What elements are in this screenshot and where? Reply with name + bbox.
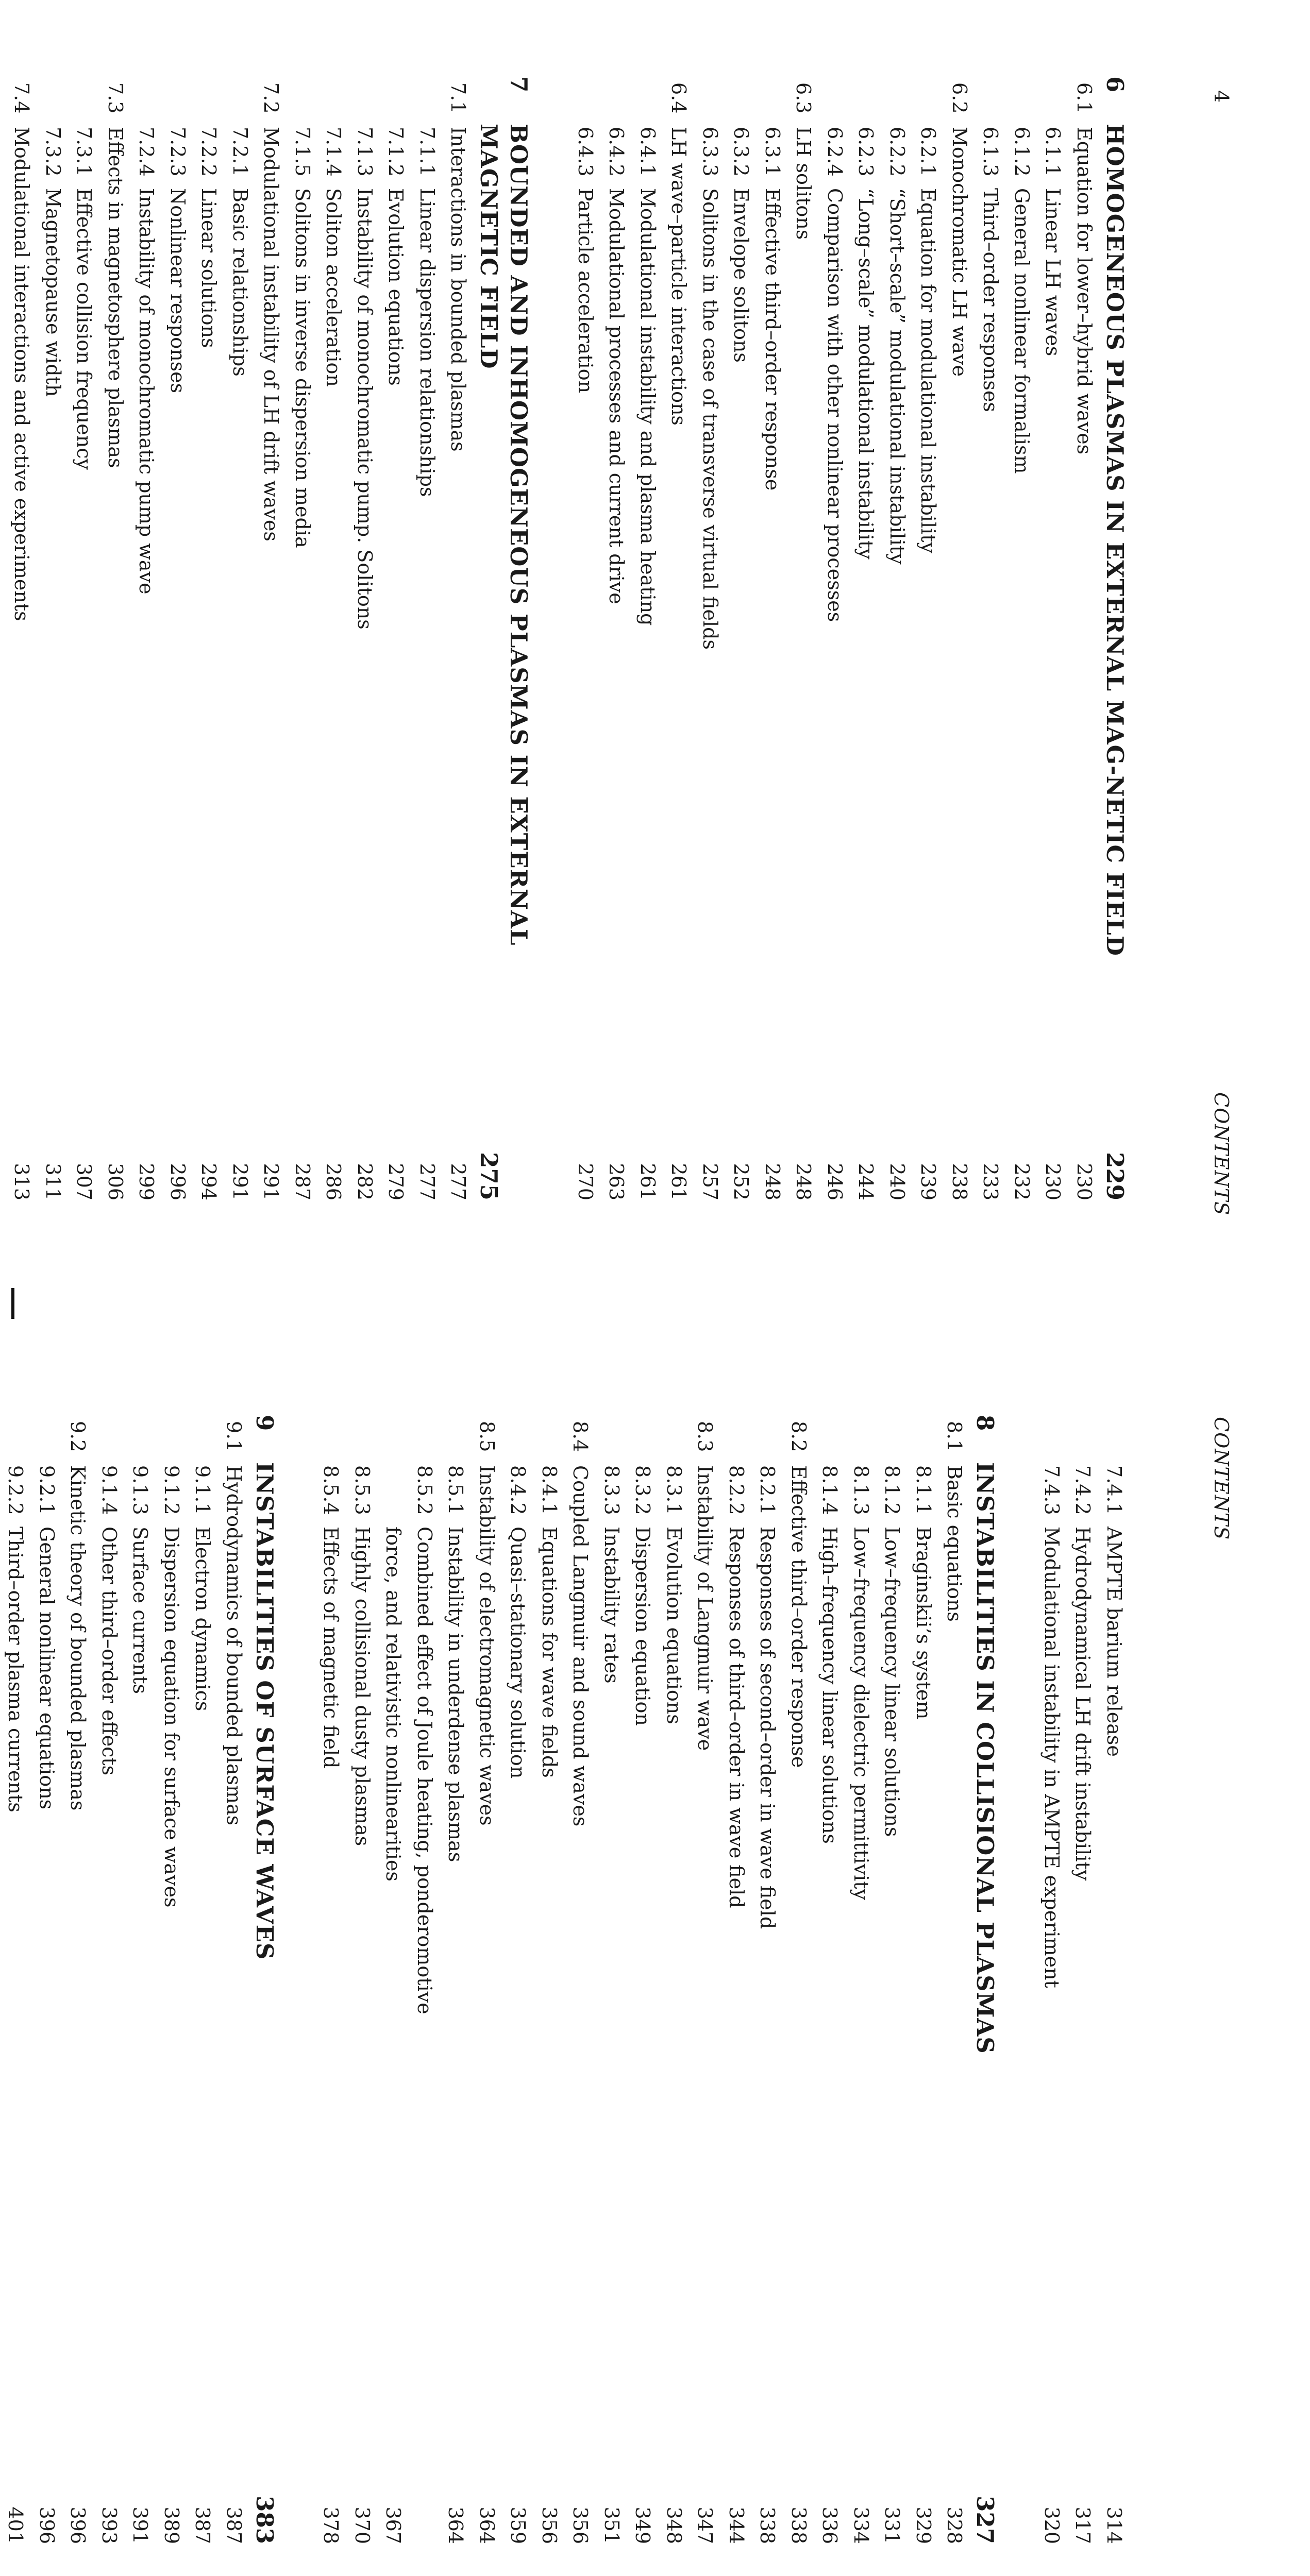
toc-entry[interactable] bbox=[850, 82, 882, 1200]
entry-page: 230 bbox=[1042, 1163, 1065, 1200]
entry-number: 6.1 bbox=[1073, 82, 1096, 114]
entry-page: 244 bbox=[854, 1163, 878, 1200]
toc-entry[interactable] bbox=[819, 82, 851, 1200]
entry-page: 393 bbox=[98, 2506, 121, 2544]
entry-number: 7.4.2 bbox=[1071, 1465, 1095, 1515]
entry-number: 7.2.1 bbox=[229, 127, 251, 177]
entry-page: 270 bbox=[574, 1163, 597, 1200]
entry-title: Effective third–order response bbox=[761, 188, 784, 491]
entry-title: Modulational interactions and active experiments bbox=[10, 127, 33, 621]
entry-title: Kinetic theory of bounded plasmas bbox=[66, 1465, 90, 1811]
entry-number: 8.1.3 bbox=[850, 1465, 872, 1515]
entry-number: 8.1.1 bbox=[912, 1465, 935, 1515]
right-toc-block bbox=[0, 1415, 1130, 2544]
entry-title: Soliton acceleration bbox=[322, 188, 345, 387]
entry-number: 6.2.4 bbox=[824, 127, 846, 177]
entry-title: Other third–order effects bbox=[98, 1527, 121, 1776]
entry-title: Magnetopause width bbox=[42, 188, 64, 397]
entry-page: 317 bbox=[1071, 2506, 1095, 2544]
entry-title: Modulational instability of LH drift waves bbox=[260, 127, 283, 541]
entry-number: 8.5.3 bbox=[351, 1465, 374, 1515]
entry-page: 389 bbox=[160, 2506, 183, 2544]
entry-number: 7.1.4 bbox=[322, 127, 345, 177]
entry-page: 287 bbox=[291, 1163, 314, 1200]
entry-page: 246 bbox=[824, 1163, 846, 1200]
entry-title: Instability in underdense plasmas bbox=[444, 1527, 467, 1862]
chapter-page: 383 bbox=[251, 2496, 278, 2544]
entry-page: 261 bbox=[667, 1163, 691, 1200]
entry-number: 9.1.3 bbox=[129, 1465, 152, 1515]
entry-title: Equation for modulational instability bbox=[917, 188, 940, 553]
entry-title: Instability of monochromatic pump wave bbox=[135, 188, 158, 595]
toc-entry[interactable] bbox=[757, 82, 788, 1200]
toc-entry[interactable] bbox=[0, 1421, 31, 2544]
entry-number: 7.4 bbox=[10, 82, 33, 114]
entry-number: 8.3.1 bbox=[663, 1465, 685, 1515]
entry-number: 6.3 bbox=[792, 82, 815, 114]
entry-page: 277 bbox=[447, 1163, 470, 1200]
toc-entry[interactable] bbox=[187, 1421, 219, 2544]
entry-page: 370 bbox=[351, 2506, 374, 2544]
chapter-title: HOMOGENEOUS PLASMAS IN EXTERNAL MAG-NETIC FIELD bbox=[1101, 124, 1129, 956]
chapter-page: 229 bbox=[1101, 1152, 1129, 1200]
entry-title: Instability rates bbox=[600, 1527, 623, 1684]
entry-number: 8.2 bbox=[787, 1421, 810, 1452]
entry-number: 8.4.2 bbox=[507, 1465, 530, 1515]
entry-number: 6.2.2 bbox=[886, 127, 909, 177]
entry-number: 7.4.1 bbox=[1103, 1465, 1126, 1515]
toc-entry[interactable] bbox=[100, 82, 131, 1200]
entry-number: 6.2.1 bbox=[917, 127, 940, 177]
entry-page: 238 bbox=[948, 1163, 971, 1200]
toc-entry[interactable] bbox=[1067, 1421, 1099, 2544]
entry-number: 7.1.5 bbox=[291, 127, 314, 177]
toc-entry[interactable] bbox=[287, 82, 318, 1200]
entry-number: 8.5.2 bbox=[413, 1465, 436, 1515]
left-toc-block bbox=[6, 76, 1130, 1200]
toc-entry[interactable] bbox=[502, 1421, 534, 2544]
entry-title: Modulational processes and current drive bbox=[605, 188, 628, 604]
entry-number: 8.5.4 bbox=[320, 1465, 343, 1515]
toc-entry[interactable] bbox=[318, 82, 349, 1200]
entry-title: Basic equations bbox=[943, 1465, 966, 1622]
right-running-head: CONTENTS bbox=[1210, 1417, 1233, 1540]
right-page bbox=[0, 1312, 1310, 2576]
toc-entry[interactable] bbox=[721, 1421, 752, 2544]
toc-entry[interactable] bbox=[601, 82, 632, 1200]
entry-page: 364 bbox=[444, 2506, 467, 2544]
toc-entry[interactable] bbox=[193, 82, 225, 1200]
entry-number: 9.1.1 bbox=[191, 1465, 214, 1515]
entry-page: 387 bbox=[223, 2506, 245, 2544]
toc-entry[interactable] bbox=[570, 82, 601, 1200]
entry-number: 8.3 bbox=[694, 1421, 717, 1452]
entry-number: 9.2 bbox=[66, 1421, 90, 1452]
entry-page: 348 bbox=[663, 2506, 685, 2544]
entry-title: Effective third–order response bbox=[787, 1465, 810, 1768]
entry-number: 8.1 bbox=[943, 1421, 966, 1452]
toc-entry[interactable] bbox=[663, 82, 695, 1200]
entry-page: 328 bbox=[943, 2506, 966, 2544]
toc-entry[interactable] bbox=[1036, 1421, 1068, 2544]
entry-number: 6.1.3 bbox=[979, 127, 1002, 177]
entry-number: 9.1 bbox=[223, 1421, 245, 1452]
entry-title: Effective collision frequency bbox=[73, 188, 96, 470]
entry-title: Interactions in bounded plasmas bbox=[447, 127, 470, 452]
entry-number: 6.3.2 bbox=[730, 127, 753, 177]
entry-number: 7.1.3 bbox=[354, 127, 376, 177]
entry-title: Quasi–stationary solution bbox=[507, 1527, 530, 1779]
entry-title: Modulational instability and plasma heating bbox=[636, 188, 659, 626]
entry-page: 356 bbox=[569, 2506, 592, 2544]
chapter-gap bbox=[279, 1421, 315, 2544]
entry-number: 6.4.3 bbox=[574, 127, 597, 177]
toc-entry[interactable] bbox=[627, 1421, 659, 2544]
entry-number: 6.4.2 bbox=[605, 127, 628, 177]
entry-page: 307 bbox=[73, 1163, 96, 1200]
entry-number: 8.1.2 bbox=[881, 1465, 904, 1515]
entry-page: 364 bbox=[476, 2506, 498, 2544]
entry-page: 306 bbox=[104, 1163, 127, 1200]
entry-title: Instability of electromagnetic waves bbox=[476, 1465, 498, 1826]
entry-title: Basic relationships bbox=[229, 188, 251, 377]
entry-page: 367 bbox=[382, 2506, 405, 2544]
entry-page: 296 bbox=[166, 1163, 189, 1200]
toc-entry[interactable] bbox=[788, 82, 819, 1200]
entry-number: 6.1.1 bbox=[1042, 127, 1065, 177]
entry-number: 6.3.3 bbox=[699, 127, 721, 177]
entry-title: Low–frequency linear solutions bbox=[881, 1527, 904, 1837]
toc-entry[interactable] bbox=[846, 1421, 877, 2544]
entry-page: 291 bbox=[229, 1163, 251, 1200]
chapter-title: BOUNDED AND INHOMOGENEOUS PLASMAS IN EXTERNAL MAGNETIC FIELD bbox=[475, 124, 533, 946]
toc-entry[interactable] bbox=[1069, 82, 1100, 1200]
toc-entry[interactable] bbox=[6, 82, 38, 1200]
entry-number: 6.4.1 bbox=[636, 127, 659, 177]
entry-title: LH wave–particle interactions bbox=[667, 127, 691, 426]
entry-page: 230 bbox=[1073, 1163, 1096, 1200]
entry-title: Particle acceleration bbox=[574, 188, 597, 394]
entry-title: Hydrodynamics of bounded plasmas bbox=[223, 1465, 245, 1826]
chapter-heading bbox=[970, 1415, 1000, 2544]
toc-entry[interactable] bbox=[1099, 1421, 1130, 2544]
entry-title: Linear solutions bbox=[197, 188, 221, 348]
toc-entry[interactable] bbox=[752, 1421, 783, 2544]
toc-entry[interactable] bbox=[975, 82, 1006, 1200]
entry-page: 248 bbox=[761, 1163, 784, 1200]
toc-entry[interactable] bbox=[225, 82, 256, 1200]
toc-entry[interactable] bbox=[156, 1421, 188, 2544]
entry-page: 349 bbox=[631, 2506, 654, 2544]
entry-page: 291 bbox=[260, 1163, 283, 1200]
entry-page: 320 bbox=[1040, 2506, 1063, 2544]
entry-title: Comparison with other nonlinear processes bbox=[824, 188, 846, 622]
toc-entry[interactable] bbox=[349, 82, 381, 1200]
entry-page: 299 bbox=[135, 1163, 158, 1200]
toc-entry[interactable] bbox=[38, 82, 69, 1200]
entry-page: 311 bbox=[42, 1163, 64, 1200]
entry-number: 8.2.1 bbox=[756, 1465, 779, 1515]
left-page-number: 4 bbox=[1210, 90, 1233, 103]
entry-page: 282 bbox=[354, 1163, 376, 1200]
entry-page: 351 bbox=[600, 2506, 623, 2544]
entry-page: 294 bbox=[197, 1163, 221, 1200]
entry-page: 356 bbox=[538, 2506, 561, 2544]
entry-page: 344 bbox=[725, 2506, 748, 2544]
toc-entry[interactable] bbox=[380, 82, 412, 1200]
toc-entry[interactable] bbox=[814, 1421, 846, 2544]
entry-title: Envelope solitons bbox=[730, 188, 753, 363]
chapter-page: 275 bbox=[475, 1152, 503, 1200]
chapter-heading bbox=[1100, 76, 1130, 1200]
toc-entry[interactable] bbox=[690, 1421, 721, 2544]
entry-title: Instability of Langmuir wave bbox=[694, 1465, 717, 1751]
entry-title: High–frequency linear solutions bbox=[818, 1527, 842, 1844]
entry-page: 359 bbox=[507, 2506, 530, 2544]
entry-number: 8.3.3 bbox=[600, 1465, 623, 1515]
chapter-heading bbox=[474, 76, 534, 1200]
entry-number: 7.1.1 bbox=[416, 127, 439, 177]
toc-entry[interactable] bbox=[1037, 82, 1069, 1200]
toc-entry[interactable] bbox=[69, 82, 100, 1200]
entry-number: 9.2.2 bbox=[4, 1465, 27, 1515]
entry-page: 329 bbox=[912, 2506, 935, 2544]
entry-title: Effects in magnetosphere plasmas bbox=[104, 127, 127, 468]
entry-page: 338 bbox=[756, 2506, 779, 2544]
entry-number: 6.3.1 bbox=[761, 127, 784, 177]
entry-number: 6.4 bbox=[667, 82, 691, 114]
toc-entry[interactable] bbox=[443, 82, 474, 1200]
entry-title: Highly collisional dusty plasmas bbox=[351, 1527, 374, 1846]
chapter-page: 327 bbox=[971, 2496, 999, 2544]
entry-number: 7.2.2 bbox=[197, 127, 221, 177]
toc-entry[interactable] bbox=[783, 1421, 815, 2544]
toc-entry[interactable] bbox=[659, 1421, 690, 2544]
entry-page: 248 bbox=[792, 1163, 815, 1200]
left-running-head: CONTENTS bbox=[1210, 1092, 1233, 1216]
entry-title: General nonlinear equations bbox=[36, 1527, 58, 1810]
toc-entry[interactable] bbox=[256, 82, 287, 1200]
entry-page: 314 bbox=[1103, 2506, 1126, 2544]
entry-page: 232 bbox=[1011, 1163, 1033, 1200]
toc-entry[interactable] bbox=[882, 82, 913, 1200]
entry-page: 263 bbox=[605, 1163, 628, 1200]
entry-title: Braginskii’s system bbox=[912, 1527, 935, 1720]
entry-title: Evolution equations bbox=[384, 188, 408, 386]
entry-page: 286 bbox=[322, 1163, 345, 1200]
entry-page: 391 bbox=[129, 2506, 152, 2544]
entry-page: 279 bbox=[384, 1163, 408, 1200]
entry-title: Monochromatic LH wave bbox=[948, 127, 971, 377]
entry-title: Equations for wave fields bbox=[538, 1527, 561, 1778]
toc-entry[interactable] bbox=[347, 1421, 378, 2544]
entry-title: Combined effect of Joule heating, ponderomotive bbox=[413, 1527, 436, 2014]
chapter-gap bbox=[534, 82, 570, 1200]
toc-entry[interactable] bbox=[440, 1421, 472, 2544]
entry-number: 8.1.4 bbox=[818, 1465, 842, 1515]
entry-title: Solitons in the case of transverse virtual fields bbox=[699, 188, 721, 650]
entry-title: Surface currents bbox=[129, 1527, 152, 1694]
entry-title: Coupled Langmuir and sound waves bbox=[569, 1465, 592, 1827]
entry-page: 396 bbox=[36, 2506, 58, 2544]
toc-entry[interactable] bbox=[913, 82, 944, 1200]
entry-number: 6.2.3 bbox=[854, 127, 878, 177]
entry-number: 8.2.2 bbox=[725, 1465, 748, 1515]
chapter-gap bbox=[1000, 1421, 1036, 2544]
entry-title: “Short–scale” modulational instability bbox=[886, 188, 909, 565]
entry-title: Evolution equations bbox=[663, 1527, 685, 1724]
toc-entry[interactable] bbox=[596, 1421, 628, 2544]
entry-title: force, and relativistic nonlinearities bbox=[382, 1527, 405, 1882]
entry-number: 8.4.1 bbox=[538, 1465, 561, 1515]
entry-number: 9.2.1 bbox=[36, 1465, 58, 1515]
chapter-number: 7 bbox=[505, 76, 533, 93]
entry-page: 396 bbox=[66, 2506, 90, 2544]
toc-entry[interactable] bbox=[409, 1421, 441, 2544]
toc-entry[interactable] bbox=[315, 1421, 347, 2544]
entry-title: Hydrodynamical LH drift instability bbox=[1071, 1527, 1095, 1881]
toc-entry[interactable] bbox=[162, 82, 194, 1200]
entry-number: 7.1 bbox=[447, 82, 470, 114]
toc-entry[interactable] bbox=[378, 1421, 409, 2544]
entry-title: “Long–scale” modulational instability bbox=[854, 188, 878, 560]
entry-page: 257 bbox=[699, 1163, 721, 1200]
toc-entry[interactable] bbox=[219, 1421, 250, 2544]
toc-entry[interactable] bbox=[31, 1421, 63, 2544]
entry-number: 9.1.4 bbox=[98, 1465, 121, 1515]
toc-entry[interactable] bbox=[877, 1421, 908, 2544]
entry-number: 8.5.1 bbox=[444, 1465, 467, 1515]
entry-page: 313 bbox=[10, 1163, 33, 1200]
entry-title: Linear dispersion relationships bbox=[416, 188, 439, 497]
toc-entry[interactable] bbox=[565, 1421, 596, 2544]
toc-entry[interactable] bbox=[534, 1421, 565, 2544]
entry-page: 239 bbox=[917, 1163, 940, 1200]
toc-entry[interactable] bbox=[131, 82, 162, 1200]
toc-entry[interactable] bbox=[412, 82, 443, 1200]
entry-number: 7.3 bbox=[104, 82, 127, 114]
chapter-title: INSTABILITIES OF SURFACE WAVES bbox=[251, 1462, 278, 1960]
toc-entry[interactable] bbox=[125, 1421, 156, 2544]
entry-title: Responses of second–order in wave field bbox=[756, 1527, 779, 1929]
entry-page: 277 bbox=[416, 1163, 439, 1200]
toc-entry[interactable] bbox=[944, 82, 976, 1200]
entry-page: 240 bbox=[886, 1163, 909, 1200]
entry-number: 7.3.2 bbox=[42, 127, 64, 177]
entry-number: 7.2 bbox=[260, 82, 283, 114]
toc-entry[interactable] bbox=[939, 1421, 970, 2544]
toc-entry[interactable] bbox=[472, 1421, 503, 2544]
entry-page: 252 bbox=[730, 1163, 753, 1200]
entry-page: 338 bbox=[787, 2506, 810, 2544]
entry-number: 7.2.3 bbox=[166, 127, 189, 177]
entry-number: 7.3.1 bbox=[73, 127, 96, 177]
entry-number: 7.2.4 bbox=[135, 127, 158, 177]
toc-entry[interactable] bbox=[94, 1421, 125, 2544]
entry-number: 8.3.2 bbox=[631, 1465, 654, 1515]
chapter-number: 8 bbox=[971, 1415, 999, 1431]
entry-page: 233 bbox=[979, 1163, 1002, 1200]
entry-page: 261 bbox=[636, 1163, 659, 1200]
entry-page: 387 bbox=[191, 2506, 214, 2544]
entry-title: Low–frequency dielectric permittivity bbox=[850, 1527, 872, 1901]
entry-page: 331 bbox=[881, 2506, 904, 2544]
toc-entry[interactable] bbox=[62, 1421, 94, 2544]
entry-title: LH solitons bbox=[792, 127, 815, 240]
entry-title: Dispersion equation for surface waves bbox=[160, 1527, 183, 1908]
toc-entry[interactable] bbox=[726, 82, 757, 1200]
entry-page: 401 bbox=[4, 2506, 27, 2544]
entry-title: AMPTE barium release bbox=[1103, 1527, 1126, 1757]
toc-entry[interactable] bbox=[1006, 82, 1038, 1200]
entry-page: 334 bbox=[850, 2506, 872, 2544]
entry-number: 7.4.3 bbox=[1040, 1465, 1063, 1515]
entry-page: 336 bbox=[818, 2506, 842, 2544]
entry-title: Modulational instability in AMPTE experiment bbox=[1040, 1527, 1063, 1988]
entry-title: Instability of monochromatic pump. Solitons bbox=[354, 188, 376, 630]
entry-title: Responses of third–order in wave field bbox=[725, 1527, 748, 1908]
entry-page: 378 bbox=[320, 2506, 343, 2544]
entry-number: 8.4 bbox=[569, 1421, 592, 1452]
chapter-number: 6 bbox=[1101, 76, 1129, 93]
entry-title: Linear LH waves bbox=[1042, 188, 1065, 357]
entry-title: Equation for lower–hybrid waves bbox=[1073, 127, 1096, 455]
entry-title: Dispersion equation bbox=[631, 1527, 654, 1726]
entry-title: Effects of magnetic field bbox=[320, 1527, 343, 1769]
chapter-title: INSTABILITIES IN COLLISIONAL PLASMAS bbox=[971, 1462, 999, 2054]
toc-entry[interactable] bbox=[632, 82, 664, 1200]
entry-title: Third–order plasma currents bbox=[4, 1527, 27, 1812]
entry-title: Nonlinear responses bbox=[166, 188, 189, 394]
toc-entry[interactable] bbox=[908, 1421, 939, 2544]
entry-title: Solitons in inverse dispersion media bbox=[291, 188, 314, 548]
entry-number: 6.1.2 bbox=[1011, 127, 1033, 177]
entry-number: 7.1.2 bbox=[384, 127, 408, 177]
chapter-number: 9 bbox=[251, 1415, 278, 1431]
entry-page: 347 bbox=[694, 2506, 717, 2544]
entry-number: 9.1.2 bbox=[160, 1465, 183, 1515]
chapter-heading bbox=[249, 1415, 279, 2544]
toc-entry[interactable] bbox=[695, 82, 726, 1200]
entry-title: Electron dynamics bbox=[191, 1527, 214, 1711]
entry-number: 6.2 bbox=[948, 82, 971, 114]
entry-number: 8.5 bbox=[476, 1421, 498, 1452]
entry-title: Third–order responses bbox=[979, 188, 1002, 412]
entry-title: General nonlinear formalism bbox=[1011, 188, 1033, 474]
